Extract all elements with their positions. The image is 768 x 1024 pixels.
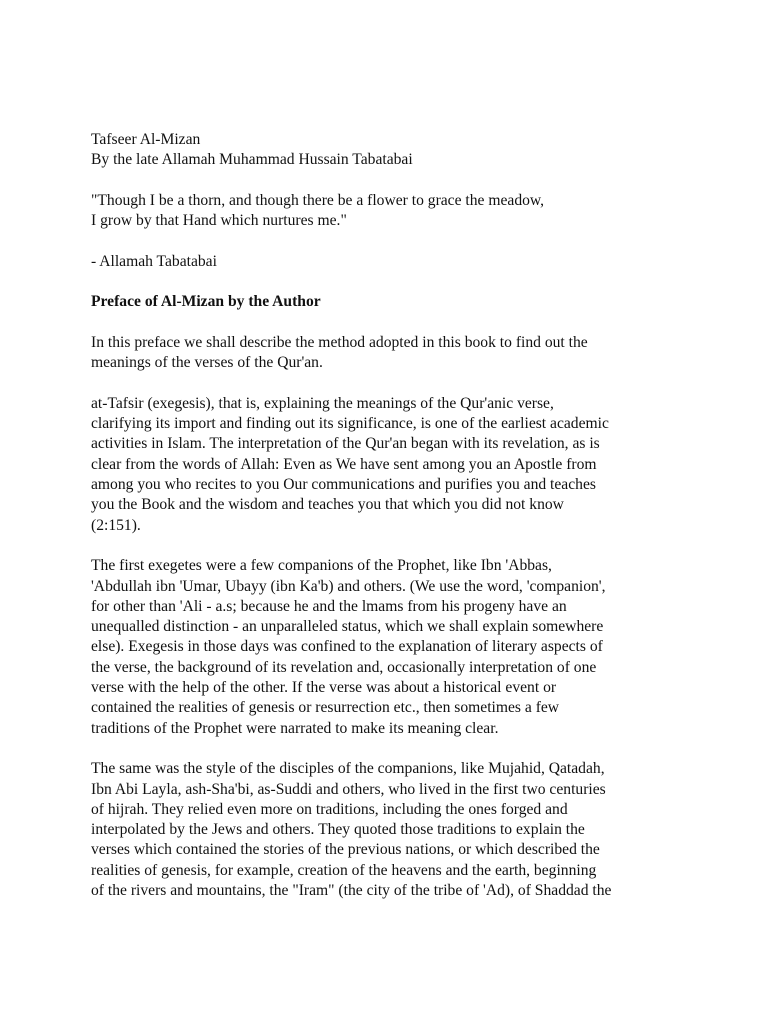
paragraph-line: clear from the words of Allah: Even as We have sent among you an Apostle from <box>91 455 597 473</box>
paragraph-line: The first exegetes were a few companions of the Prophet, like Ibn 'Abbas, <box>91 557 552 575</box>
document-header <box>91 130 691 171</box>
spacer <box>91 272 691 292</box>
paragraph-line: you the Book and the wisdom and teaches you that which you did not know <box>91 496 564 514</box>
quote-line: I grow by that Hand which nurtures me." <box>91 212 347 230</box>
paragraph-line: realities of genesis, for example, creation of the heavens and the earth, beginning <box>91 861 597 879</box>
spacer <box>91 536 691 556</box>
paragraph-line: clarifying its import and finding out its significance, is one of the earliest academic <box>91 415 609 433</box>
paragraph-line: of hijrah. They relied even more on traditions, including the ones forged and <box>91 800 568 818</box>
paragraph-line: In this preface we shall describe the method adopted in this book to find out the <box>91 333 588 351</box>
paragraph-line: activities in Islam. The interpretation of the Qur'an began with its revelation, as is <box>91 435 600 453</box>
paragraph-line: Ibn Abi Layla, ash-Sha'bi, as-Suddi and others, who lived in the first two centuries <box>91 780 606 798</box>
spacer <box>91 374 691 394</box>
paragraph-line: traditions of the Prophet were narrated to make its meaning clear. <box>91 719 499 737</box>
paragraph <box>91 394 691 536</box>
paragraph-line: the verse, the background of its revelation and, occasionally interpretation of one <box>91 658 597 676</box>
paragraph-line: contained the realities of genesis or resurrection etc., then sometimes a few <box>91 699 560 717</box>
paragraph-line: 'Abdullah ibn 'Umar, Ubayy (ibn Ka'b) and others. (We use the word, 'companion', <box>91 577 606 595</box>
paragraph <box>91 333 691 374</box>
paragraph-line: meanings of the verses of the Qur'an. <box>91 354 323 372</box>
paragraph-line: at-Tafsir (exegesis), that is, explaining the meanings of the Qur'anic verse, <box>91 394 554 412</box>
paragraph-line: (2:151). <box>91 516 141 534</box>
paragraph <box>91 556 691 739</box>
spacer <box>91 171 691 191</box>
paragraph-line: The same was the style of the disciples of the companions, like Mujahid, Qatadah, <box>91 760 605 778</box>
document-byline: By the late Allamah Muhammad Hussain Tabatabai <box>91 151 413 169</box>
spacer <box>91 313 691 333</box>
epigraph-quote <box>91 191 691 232</box>
paragraph-line: among you who recites to you Our communications and purifies you and teaches <box>91 476 596 494</box>
quote-line: "Though I be a thorn, and though there be a flower to grace the meadow, <box>91 191 545 209</box>
paragraph-line: verse with the help of the other. If the verse was about a historical event or <box>91 679 557 697</box>
quote-attribution: - Allamah Tabatabai <box>91 252 217 270</box>
paragraph-line: verses which contained the stories of the previous nations, or which described the <box>91 841 600 859</box>
paragraph-line: of the rivers and mountains, the "Iram" (the city of the tribe of 'Ad), of Shaddad the <box>91 881 612 899</box>
paragraph-line: interpolated by the Jews and others. They quoted those traditions to explain the <box>91 821 585 839</box>
document-title: Tafseer Al-Mizan <box>91 131 201 148</box>
paragraph-line: unequalled distinction - an unparalleled status, which we shall explain somewhere <box>91 618 604 636</box>
section-heading: Preface of Al-Mizan by the Author <box>91 293 321 311</box>
paragraph-line: else). Exegesis in those days was confined to the explanation of literary aspects of <box>91 638 603 656</box>
spacer <box>91 739 691 759</box>
spacer <box>91 231 691 251</box>
document-page <box>91 130 691 901</box>
paragraph <box>91 759 691 901</box>
paragraph-line: for other than 'Ali - a.s; because he and the lmams from his progeny have an <box>91 597 567 615</box>
